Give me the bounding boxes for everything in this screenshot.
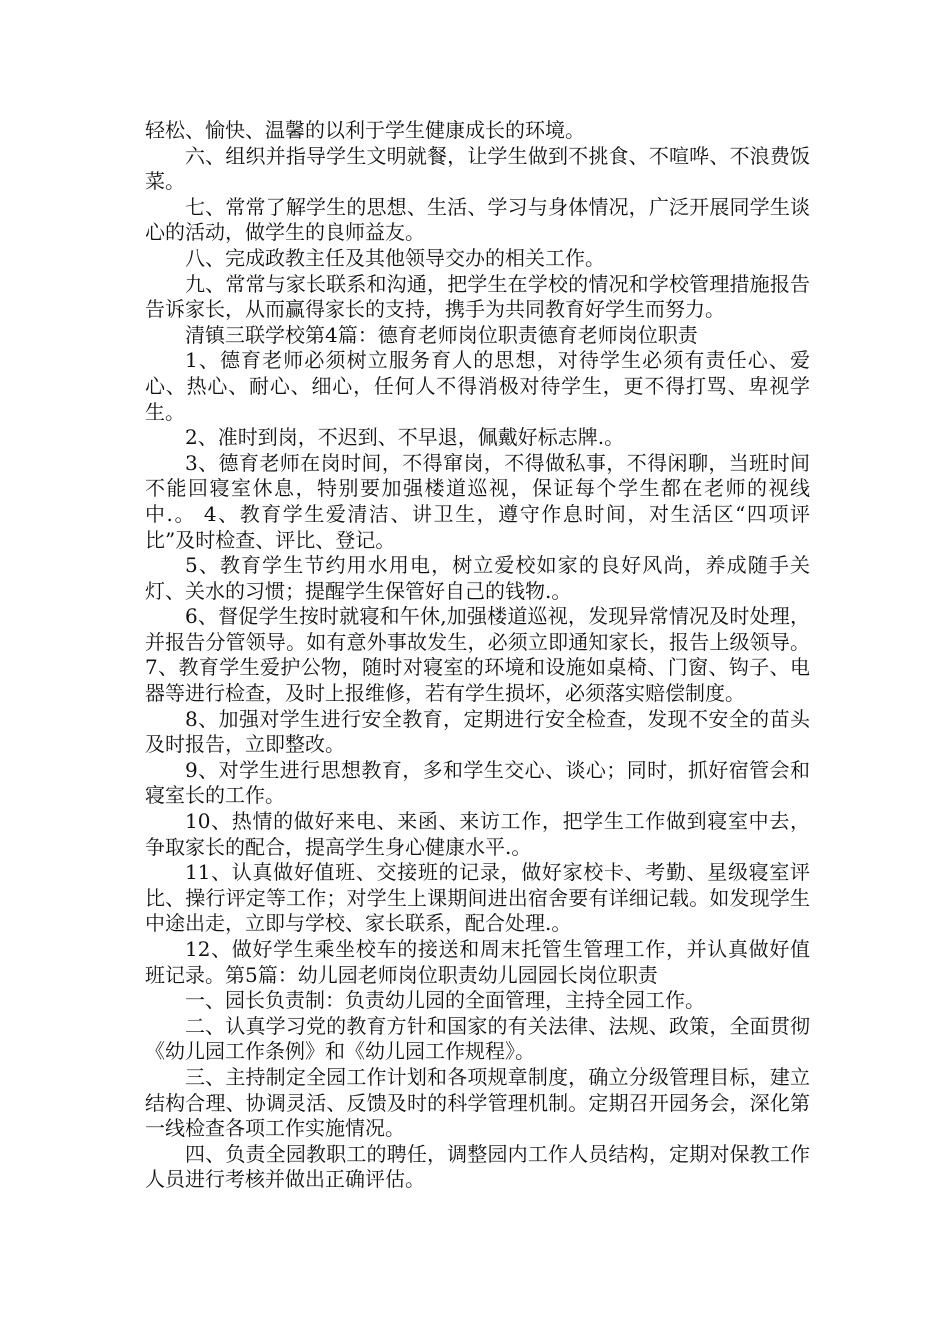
section-heading: 清镇三联学校第4篇：德育老师岗位职责德育老师岗位职责 <box>185 322 698 347</box>
paragraph: 四、负责全园教职工的聘任，调整园内工作人员结构，定期对保教工作人员进行考核并做出正确评估。 <box>145 1141 810 1192</box>
paragraph: 2、准时到岗，不迟到、不早退，佩戴好标志牌.。 <box>185 425 625 450</box>
paragraph: 9、对学生进行思想教育，多和学生交心、谈心；同时，抓好宿管会和寝室长的工作。 <box>145 757 810 808</box>
paragraph: 8、加强对学生进行安全教育，定期进行安全检查，发现不安全的苗头及时报告，立即整改。 <box>145 706 810 757</box>
paragraph: 七、常常了解学生的思想、生活、学习与身体情况，广泛开展同学生谈心的活动，做学生的良师益友。 <box>145 194 810 245</box>
paragraph: 6、督促学生按时就寝和午休,加强楼道巡视，发现异常情况及时处理，并报告分管领导。如有意外事故发生，必须立即通知家长，报告上级领导。 7、教育学生爱护公物，随时对寝室的环境和设施如桌椅、门窗、钩子、电器等进行检查，及时上报维修，若有学生损坏，必须落实赔偿制度。 <box>145 604 810 706</box>
document-body <box>145 118 810 1193</box>
paragraph: 5、教育学生节约用水用电，树立爱校如家的良好风尚，养成随手关灯、关水的习惯；提醒学生保管好自己的钱物.。 <box>145 553 810 603</box>
paragraph: 二、认真学习党的教育方针和国家的有关法律、法规、政策，全面贯彻《幼儿园工作条例》和《幼儿园工作规程》。 <box>145 1013 810 1064</box>
paragraph: 轻松、愉快、温馨的以利于学生健康成长的环境。 <box>145 118 585 142</box>
paragraph: 10、热情的做好来电、来函、来访工作，把学生工作做到寝室中去，争取家长的配合，提高学生身心健康水平.。 <box>145 809 810 859</box>
paragraph: 12、做好学生乘坐校车的接送和周末托管生管理工作，并认真做好值班记录。第5篇：幼儿园老师岗位职责幼儿园园长岗位职责 <box>145 937 810 987</box>
paragraph: 一、园长负责制：负责幼儿园的全面管理，主持全园工作。 <box>185 988 705 1013</box>
paragraph: 八、完成政教主任及其他领导交办的相关工作。 <box>185 245 605 270</box>
paragraph: 六、组织并指导学生文明就餐，让学生做到不挑食、不喧哗、不浪费饭菜。 <box>145 143 810 194</box>
paragraph: 11、认真做好值班、交接班的记录，做好家校卡、考勤、星级寝室评比、操行评定等工作；对学生上课期间进出宿舍要有详细记载。如发现学生中途出走，立即与学校、家长联系，配合处理.。 <box>145 860 810 936</box>
paragraph: 三、主持制定全园工作计划和各项规章制度，确立分级管理目标，建立结构合理、协调灵活、反馈及时的科学管理机制。定期召开园务会，深化第一线检查各项工作实施情况。 <box>145 1064 810 1141</box>
paragraph: 九、常常与家长联系和沟通，把学生在学校的情况和学校管理措施报告告诉家长，从而赢得家长的支持，携手为共同教育好学生而努力。 <box>145 271 810 322</box>
paragraph: 1、德育老师必须树立服务育人的思想，对待学生必须有责任心、爱心、热心、耐心、细心，任何人不得消极对待学生，更不得打骂、卑视学生。 <box>145 348 810 424</box>
paragraph: 3、德育老师在岗时间，不得窜岗，不得做私事，不得闲聊，当班时间不能回寝室休息，特别要加强楼道巡视，保证每个学生都在老师的视线中.。 4、教育学生爱清洁、讲卫生，遵守作息时间，对生活区“四项评比”及时检查、评比、登记。 <box>145 450 810 552</box>
